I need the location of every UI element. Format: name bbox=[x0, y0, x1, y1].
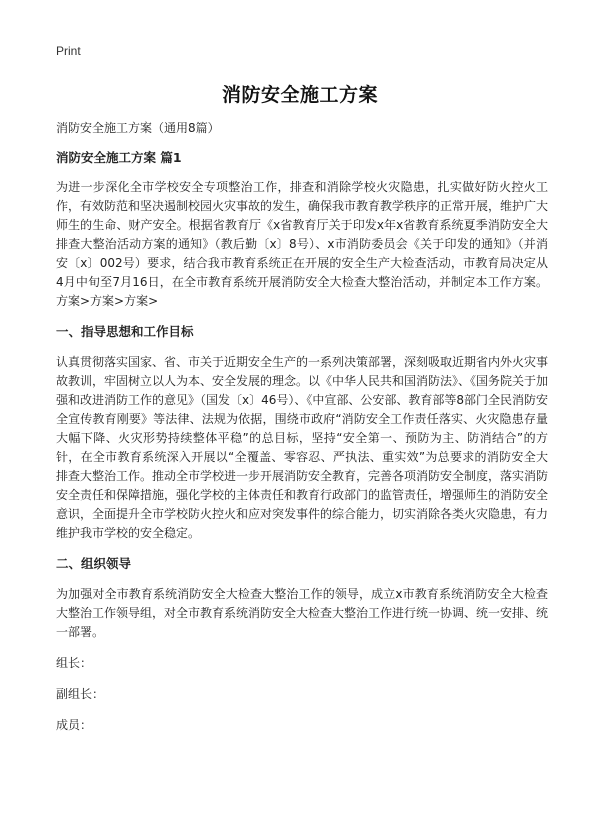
page-title: 消防安全施工方案 bbox=[221, 84, 378, 106]
deputy-leader-field: 副组长： bbox=[56, 687, 105, 701]
guiding-ideology-paragraph: 认真贯彻落实国家、省、市关于近期安全生产的一系列决策部署，深刻吸取近期省内外火灾事故教训，牢固树立以人为本、安全发展的理念。以《中华人民共和国消防法》、《国务院关于加强和改进消防工作的意见》（国发〔x〕46号）、《中宣部、公安部、教育部等8部门全民消防安全宣传教育刚要》等法律、法规为依据，围绕市政府“消防安全工作责任落实、火灾隐患存量大幅下降、火灾形势持续整体平稳”的总目标，坚持“安全第一、预防为主、防消结合”的方针，在全市教育系统深入开展以“全覆盖、零容忍、严执法、重实效”为总要求的消防安全大排查大整治工作。推动全市学校进一步开展消防安全教育，完善各项消防安全制度，落实消防安全责任和保障措施，强化学校的主体责任和教育行政部门的监管责任，增强师生的消防安全意识，全面提升全市学校防火控火和应对突发事件的综合能力，切实消除各类火灾隐患，有力维护我市学校的安全稳定。 bbox=[56, 355, 549, 540]
section-heading-guiding-ideology: 一、指导思想和工作目标 bbox=[56, 324, 194, 339]
leader-field: 组长： bbox=[56, 656, 93, 670]
print-label: Print bbox=[56, 44, 81, 58]
article-heading: 消防安全施工方案 篇1 bbox=[56, 150, 182, 165]
document-body bbox=[56, 120, 548, 748]
members-field: 成员： bbox=[56, 718, 93, 732]
document-subtitle: 消防安全施工方案（通用8篇） bbox=[56, 121, 220, 135]
section-heading-organization: 二、组织领导 bbox=[56, 556, 132, 571]
organization-paragraph: 为加强对全市教育系统消防安全大检查大整治工作的领导，成立x市教育系统消防安全大检查大整治工作领导组，对全市教育系统消防安全大检查大整治工作进行统一协调、统一安排、统一部署。 bbox=[56, 587, 549, 639]
intro-paragraph: 为进一步深化全市学校安全专项整治工作，排查和消除学校火灾隐患，扎实做好防火控火工作，有效防范和坚决遏制校园火灾事故的发生，确保我市教育教学秩序的正常开展，维护广大师生的生命、财产安全。根据省教育厅《x省教育厅关于印发x年x省教育系统夏季消防安全大排查大整治活动方案的通知》（教后勤〔x〕8号）、x市消防委员会《关于印发的通知》（并消安〔x〕002号）要求，结合我市教育系统正在开展的安全生产大检查活动，市教育局决定从4月中旬至7月16日，在全市教育系统开展消防安全大检查大整治活动，并制定本工作方案。方案>方案>方案> bbox=[56, 180, 549, 308]
